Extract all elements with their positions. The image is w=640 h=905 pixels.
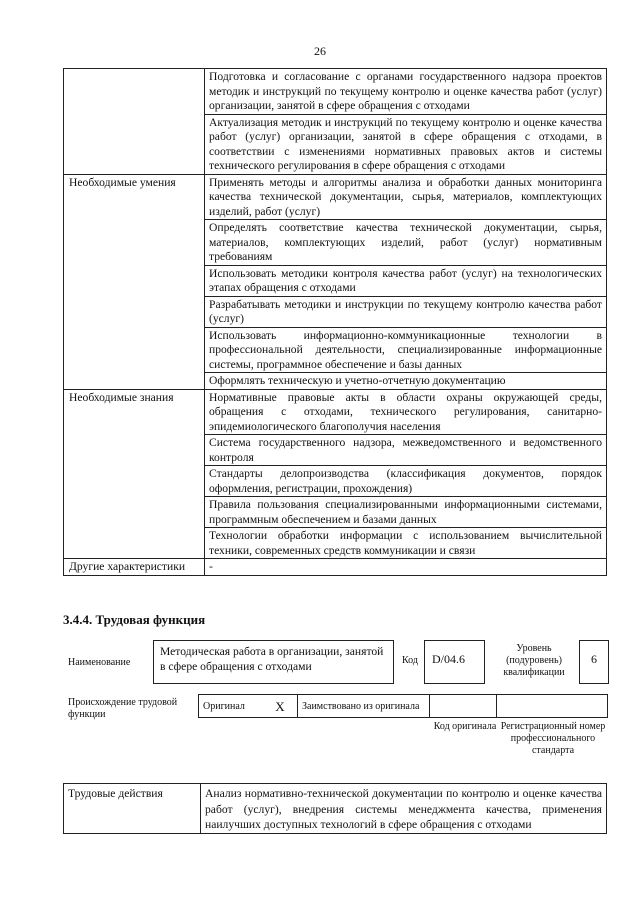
level-label: Уровень (подуровень) квалификации bbox=[503, 643, 565, 678]
origin-code-cell bbox=[430, 695, 497, 718]
level-value: 6 bbox=[591, 652, 597, 666]
row-text: Нормативные правовые акты в области охраны окружающей среды, обращения с отходами, технического регулирования, санитарно-эпидемиологического благополучия населения bbox=[205, 389, 607, 435]
row-text: Определять соответствие качества технической документации, сырья, материалов, комплектующих изделий, работ (услуг) нормативным требованиям bbox=[205, 220, 607, 266]
row-text: Стандарты делопроизводства (классификация документов, порядок оформления, регистрации, прохождения) bbox=[205, 466, 607, 497]
row-label: Другие характеристики bbox=[64, 559, 205, 576]
actions-label: Трудовые действия bbox=[64, 784, 201, 834]
code-value: D/04.6 bbox=[432, 652, 465, 666]
reg-caption: Регистрационный номер профессионального стандарта bbox=[500, 721, 606, 756]
level-box bbox=[579, 640, 609, 684]
section-title: 3.4.4. Трудовая функция bbox=[63, 612, 206, 627]
row-label: Необходимые знания bbox=[64, 389, 205, 559]
row-text: Технологии обработки информации с использованием вычислительной техники, современных средств коммуникации и связи bbox=[205, 528, 607, 559]
borrowed-label: Заимствовано из оригинала bbox=[298, 695, 430, 718]
code-label: Код bbox=[402, 655, 418, 666]
row-text: Использовать методики контроля качества работ (услуг) на технологических этапах обращения с отходами bbox=[205, 265, 607, 296]
name-label: Наименование bbox=[68, 657, 131, 668]
table-row bbox=[64, 174, 607, 220]
actions-table bbox=[63, 783, 607, 834]
row-text: Система государственного надзора, межведомственного и ведомственного контроля bbox=[205, 435, 607, 466]
original-label: Оригинал bbox=[199, 695, 264, 718]
table-row bbox=[64, 69, 607, 115]
row-text: Правила пользования специализированными информационными системами, программным обеспечением и базами данных bbox=[205, 497, 607, 528]
row-label bbox=[64, 69, 205, 175]
origin-label: Происхождение трудовой функции bbox=[68, 697, 178, 720]
row-text: Разрабатывать методики и инструкции по текущему контролю качества работ (услуг) bbox=[205, 296, 607, 327]
table-row bbox=[64, 559, 607, 576]
row-label: Необходимые умения bbox=[64, 174, 205, 389]
row-text: Актуализация методик и инструкций по текущему контролю и оценке качества работ (услуг) организации, занятой в сфере обращения с отходами, в соответствии с изменениями нормативных правовых актов и системы технического регулирования в сфере обращения с отходами bbox=[205, 114, 607, 174]
row-text: - bbox=[205, 559, 607, 576]
origin-table bbox=[198, 694, 608, 718]
page-number: 26 bbox=[314, 44, 326, 58]
function-name: Методическая работа в организации, занятой в сфере обращения с отходами bbox=[160, 645, 384, 673]
row-text: Подготовка и согласование с органами государственного надзора проектов методик и инструкций по текущему контролю и оценке качества работ (услуг) организации, занятой в сфере обращения с отходами bbox=[205, 69, 607, 115]
code-box bbox=[424, 640, 485, 684]
row-text: Использовать информационно-коммуникационные технологии в профессиональной деятельности, специализированные информационные системы, программное обеспечение и базы данных bbox=[205, 327, 607, 373]
table-row bbox=[64, 389, 607, 435]
row-text: Применять методы и алгоритмы анализа и обработки данных мониторинга качества технической документации, сырья, материалов, комплектующих изделий, работ (услуг) bbox=[205, 174, 607, 220]
row-text: Оформлять техническую и учетно-отчетную документацию bbox=[205, 373, 607, 390]
competency-table bbox=[63, 68, 607, 576]
code-caption: Код оригинала bbox=[433, 721, 497, 732]
original-mark: X bbox=[263, 695, 298, 718]
origin-reg-cell bbox=[497, 695, 608, 718]
actions-text: Анализ нормативно-технической документации по контролю и оценке качества работ (услуг), внедрения системы менеджмента качества, применения наилучших доступных технологий в сфере обращения с отходами bbox=[201, 784, 607, 834]
name-box bbox=[153, 640, 394, 684]
